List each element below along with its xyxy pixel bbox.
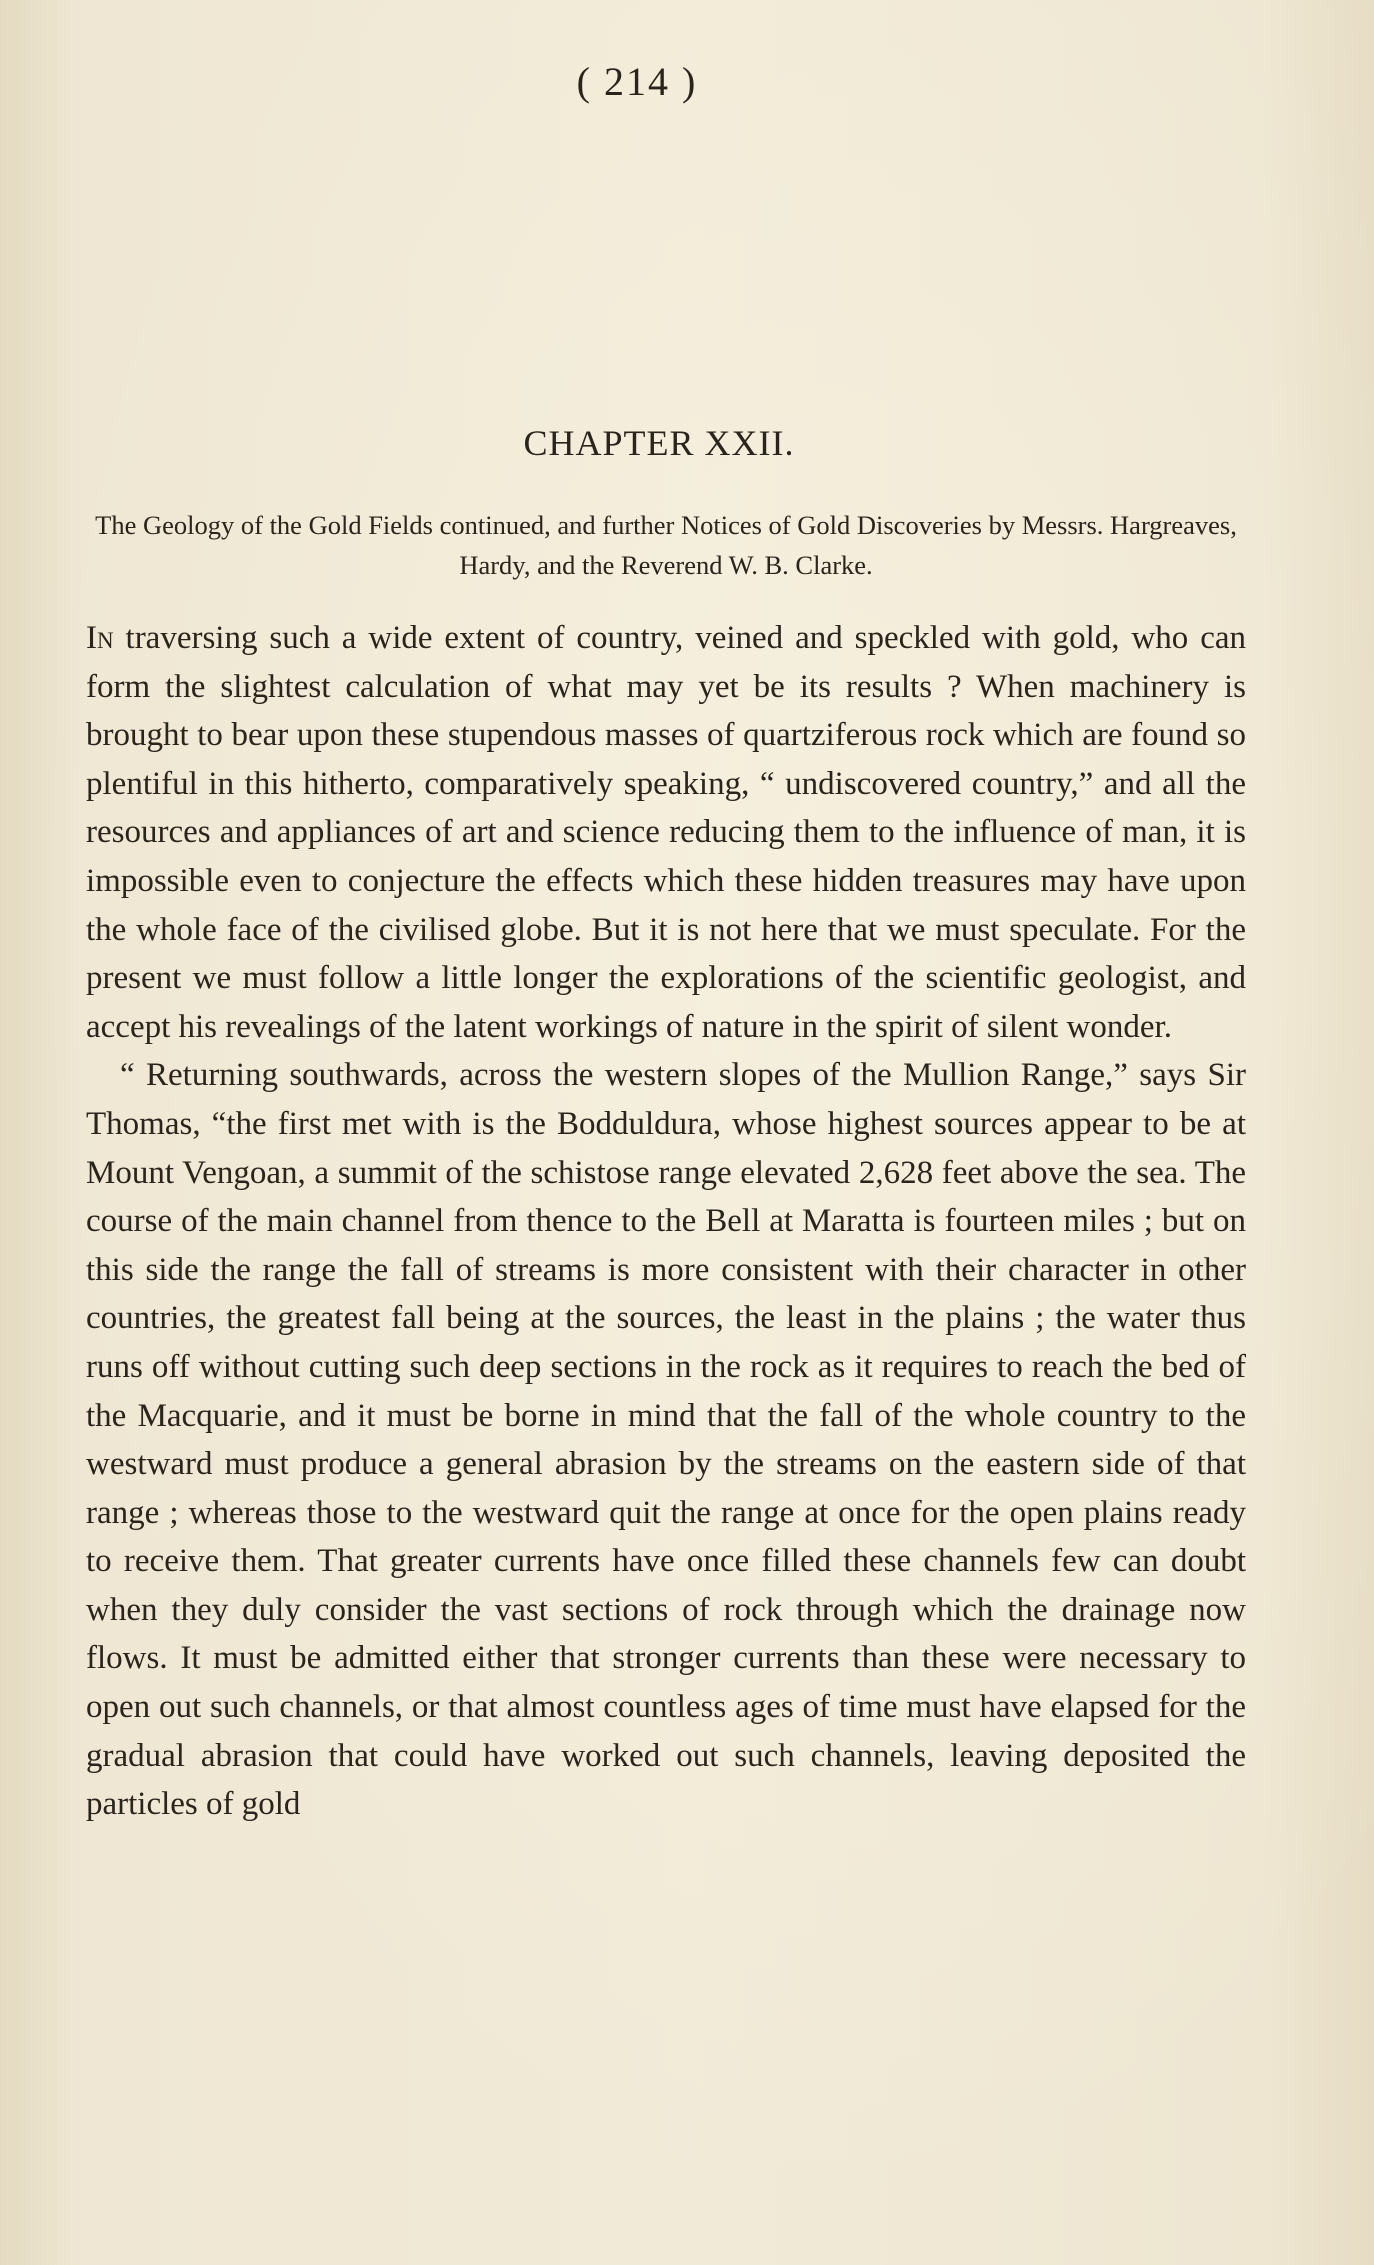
paragraph-1 xyxy=(86,614,1246,1051)
body-text xyxy=(86,614,1246,1829)
paragraph-2: “ Returning southwards, across the western slopes of the Mullion Range,” says Sir Thomas, “the first met with is the Bodduldura, whose highest sources appear to be at Mount Vengoan, a summit of the schistose range elevated 2,628 feet above the sea. The course of the main channel from thence to the Bell at Maratta is fourteen miles ; but on this side the range the fall of streams is more consistent with their character in other countries, the greatest fall being at the sources, the least in the plains ; the water thus runs off without cutting such deep sections in the rock as it requires to reach the bed of the Macquarie, and it must be borne in mind that the fall of the whole country to the westward must produce a general abrasion by the streams on the eastern side of that range ; whereas those to the westward quit the range at once for the open plains ready to receive them. That greater currents have once filled these channels few can doubt when they duly consider the vast sections of rock through which the drainage now flows. It must be admitted either that stronger currents than these were necessary to open out such channels, or that almost countless ages of time must have elapsed for the gradual abrasion that could have worked out such channels, leaving deposited the particles of gold xyxy=(86,1057,1246,1823)
page-number: ( 214 ) xyxy=(576,59,698,104)
paragraph-1-text: traversing such a wide extent of country, veined and speckled with gold, who can form the slightest calculation of what may yet be its results ? When machinery is brought to bear upon these stupendous masses of quartziferous rock which are found so plentiful in this hitherto, comparatively speaking, “ undiscovered country,” and all the resources and appliances of art and science reducing them to the influence of man, it is impossible even to conjecture the effects which these hidden treasures may have upon the whole face of the civilised globe. But it is not here that we must speculate. For the present we must follow a little longer the explorations of the scientific geologist, and accept his revealings of the latent workings of nature in the spirit of silent wonder. xyxy=(86,620,1246,1045)
chapter-title: CHAPTER XXII. xyxy=(523,423,795,463)
paragraph-lead-word: In xyxy=(86,620,114,656)
chapter-subtitle: The Geology of the Gold Fields continued, and further Notices of Gold Discoveries by Messrs. Hargreaves, Hardy, and the Reverend W. B. Clarke. xyxy=(95,510,1237,580)
